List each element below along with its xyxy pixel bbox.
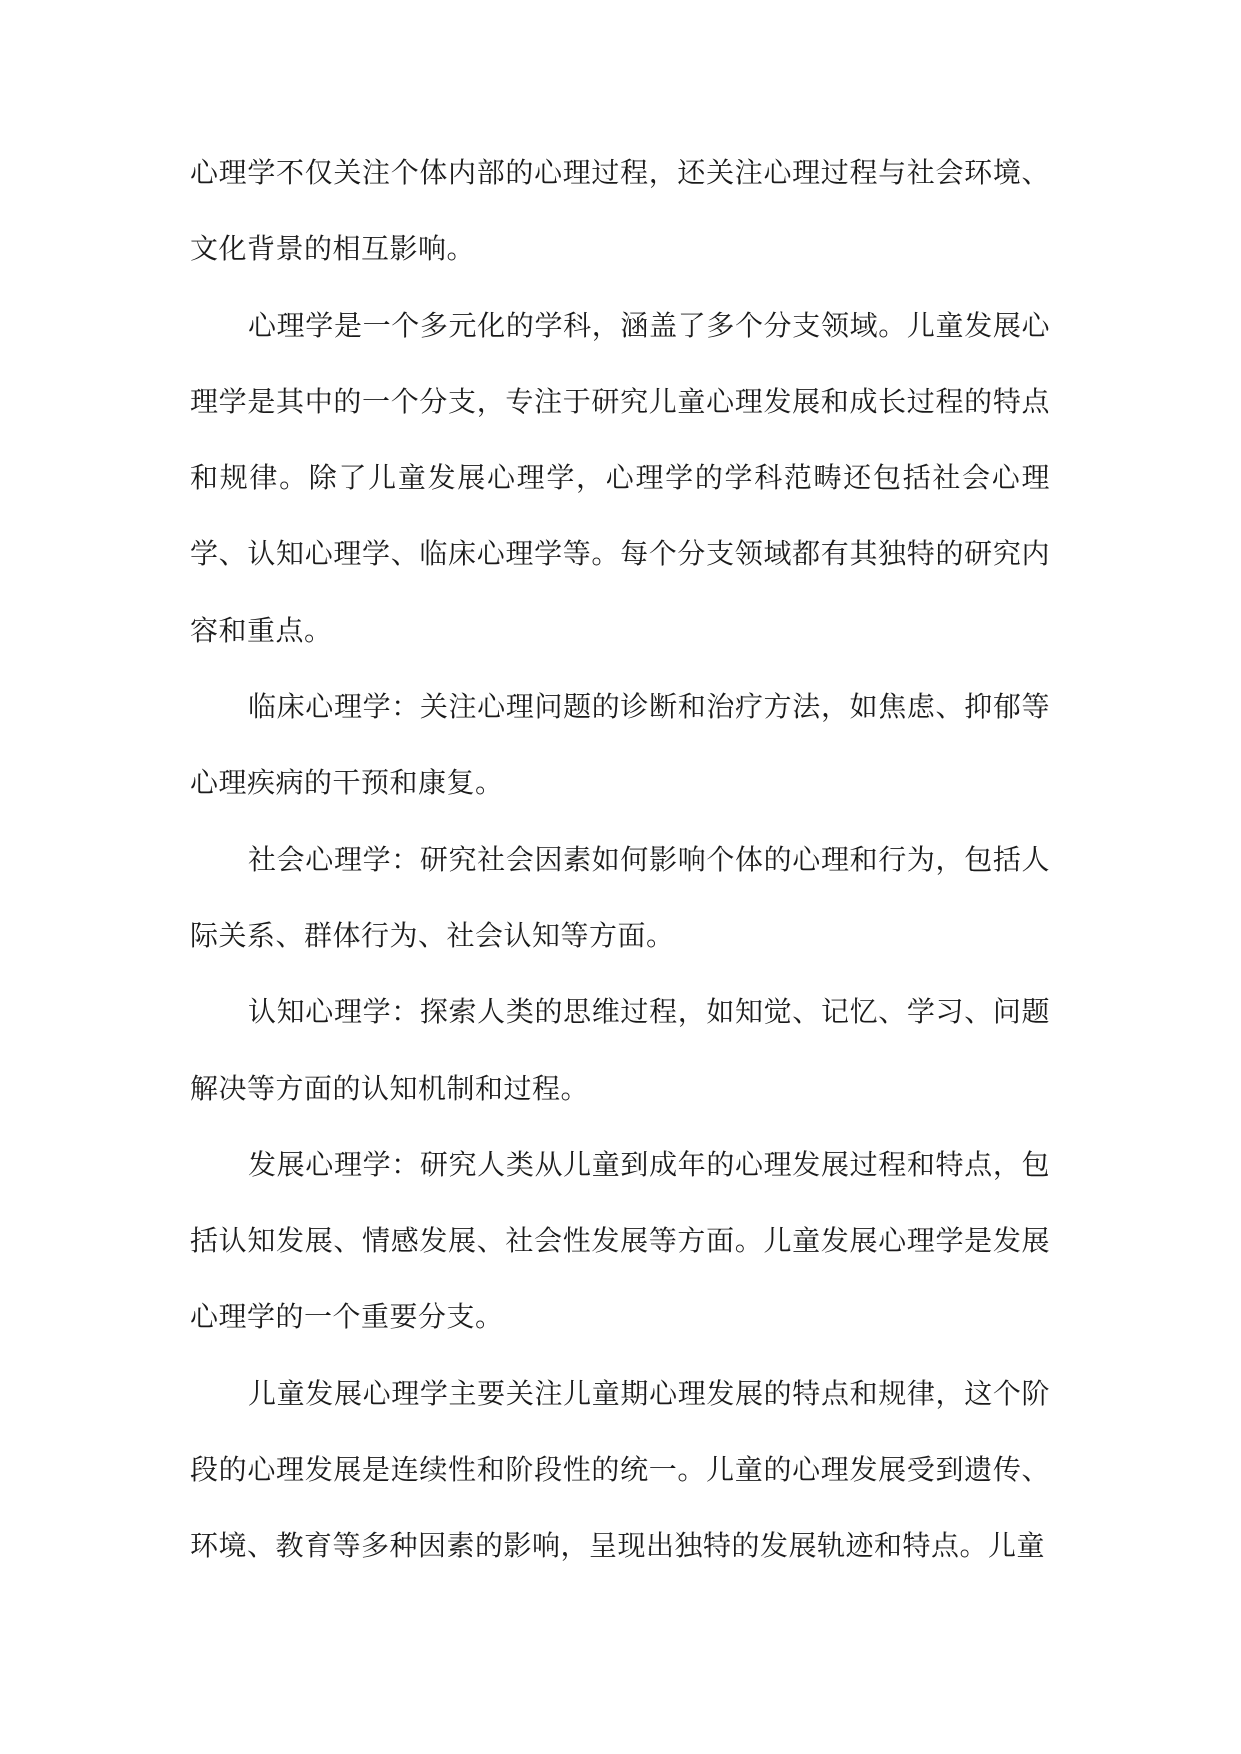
paragraph-child-development: 儿童发展心理学主要关注儿童期心理发展的特点和规律，这个阶段的心理发展是连续性和阶段性的统一。儿童的心理发展受到遗传、环境、教育等多种因素的影响，呈现出独特的发展轨迹和特点。儿童 [190, 1376, 1050, 1563]
paragraph-cognitive-psychology: 认知心理学：探索人类的思维过程，如知觉、记忆、学习、问题解决等方面的认知机制和过程。 [190, 995, 1050, 1105]
body-text [190, 135, 1050, 1585]
paragraph-developmental-psychology: 发展心理学：研究人类从儿童到成年的心理发展过程和特点，包括认知发展、情感发展、社会性发展等方面。儿童发展心理学是发展心理学的一个重要分支。 [190, 1147, 1050, 1334]
paragraph-clinical-psychology: 临床心理学：关注心理问题的诊断和治疗方法，如焦虑、抑郁等心理疾病的干预和康复。 [190, 690, 1050, 800]
paragraph-branches-overview: 心理学是一个多元化的学科，涵盖了多个分支领域。儿童发展心理学是其中的一个分支，专注于研究儿童心理发展和成长过程的特点和规律。除了儿童发展心理学，心理学的学科范畴还包括社会心理学、认知心理学、临床心理学等。每个分支领域都有其独特的研究内容和重点。 [190, 308, 1050, 647]
paragraph-social-psychology: 社会心理学：研究社会因素如何影响个体的心理和行为，包括人际关系、群体行为、社会认知等方面。 [190, 842, 1050, 952]
paragraph-continuation: 心理学不仅关注个体内部的心理过程，还关注心理过程与社会环境、文化背景的相互影响。 [190, 156, 1050, 266]
